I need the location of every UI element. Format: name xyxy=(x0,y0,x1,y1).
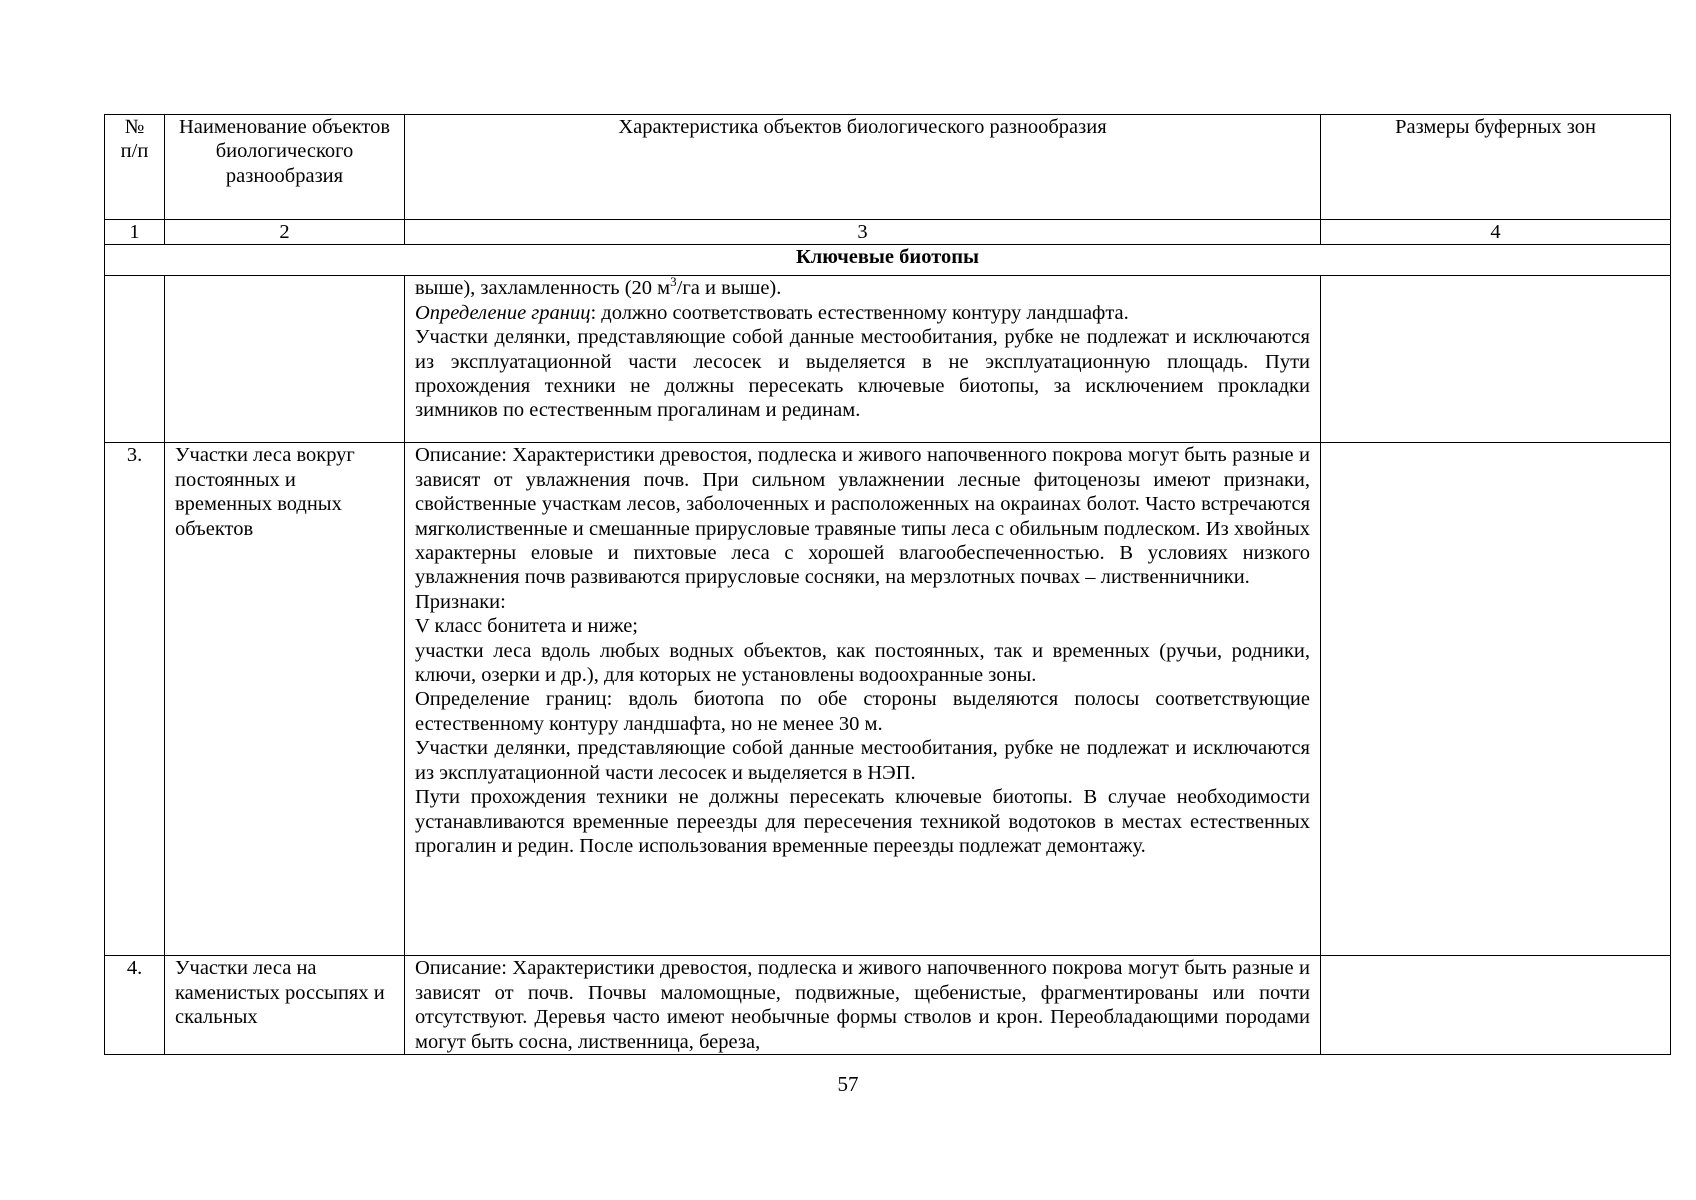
text-fragment: : должно соответствовать естественному контуру ландшафта. xyxy=(590,301,1129,324)
row-description-cell xyxy=(405,276,1321,443)
description-line xyxy=(415,276,1310,300)
row-object-name: Участки леса на каменистых россыпях и скальных xyxy=(165,956,405,1055)
row-buffer-cell xyxy=(1321,276,1671,443)
row-buffer-cell xyxy=(1321,956,1671,1055)
italic-label: Определение границ xyxy=(415,301,591,324)
column-number-row xyxy=(105,220,1671,245)
table-row xyxy=(105,276,1671,443)
row-number: 3. xyxy=(105,443,165,956)
description-paragraph: Участки делянки, представляющие собой данные местообитания, рубке не подлежат и исключаются из эксплуатационной части лесосек и выделяется в не эксплуатационную площадь. Пути прохождения техники не должны пересекать ключевые биотопы, за исключением прокладки зимников по естественным прогалинам и рединам. xyxy=(415,326,1310,422)
document-table xyxy=(104,114,1671,1055)
description-paragraph: Описание: Характеристики древостоя, подлеска и живого напочвенного покрова могут быть разные и зависят от почв. Почвы маломощные, подвижные, щебенистые, фрагментированы или почти отсутствуют. Деревья часто имеют необычные формы стволов и крон. Переобладающими породами могут быть сосна, лиственница, береза, xyxy=(415,957,1310,1053)
section-row xyxy=(105,245,1671,276)
description-paragraph: Участки делянки, представляющие собой данные местообитания, рубке не подлежат и исключаются из эксплуатационной части лесосек и выделяется в НЭП. xyxy=(415,737,1310,784)
row-name-cell xyxy=(165,276,405,443)
header-buffer-zones: Размеры буферных зон xyxy=(1321,115,1671,220)
table-header-row xyxy=(105,115,1671,220)
header-characteristics: Характеристика объектов биологического разнообразия xyxy=(405,115,1321,220)
section-title: Ключевые биотопы xyxy=(105,245,1671,276)
row-description-cell xyxy=(405,443,1321,956)
table-row xyxy=(105,956,1671,1055)
column-number: 1 xyxy=(105,220,165,245)
row-number-cell xyxy=(105,276,165,443)
header-number: № п/п xyxy=(105,115,165,220)
description-paragraph: Пути прохождения техники не должны пересекать ключевые биотопы. В случае необходимости устанавливаются временные переезды для пересечения техникой водотоков в местах естественных прогалин и редин. После использования временные переезды подлежат демонтажу. xyxy=(415,786,1310,857)
sign-item: участки леса вдоль любых водных объектов, как постоянных, так и временных (ручьи, родники, ключи, озерки и др.), для которых не установлены водоохранные зоны. xyxy=(415,639,1310,687)
border-definition: Определение границ: вдоль биотопа по обе стороны выделяются полосы соответствующие естественному контуру ландшафта, но не менее 30 м. xyxy=(415,688,1310,735)
border-definition xyxy=(415,301,1310,325)
row-number: 4. xyxy=(105,956,165,1055)
column-number: 3 xyxy=(405,220,1321,245)
header-object-name: Наименование объектов биологического разнообразия xyxy=(165,115,405,220)
sign-item: V класс бонитета и ниже; xyxy=(415,615,639,638)
page-number: 57 xyxy=(837,1072,859,1096)
text-fragment: выше), захламленность (20 м xyxy=(415,277,671,300)
text-fragment: /га и выше). xyxy=(676,277,782,300)
table-row xyxy=(105,443,1671,956)
signs-label: Признаки: xyxy=(415,590,506,613)
row-object-name: Участки леса вокруг постоянных и временных водных объектов xyxy=(165,443,405,956)
column-number: 4 xyxy=(1321,220,1671,245)
row-buffer-cell xyxy=(1321,443,1671,956)
column-number: 2 xyxy=(165,220,405,245)
description-paragraph: Описание: Характеристики древостоя, подлеска и живого напочвенного покрова могут быть разные и зависят от увлажнения почв. При сильном увлажнении лесные фитоценозы имеют признаки, свойственные участкам лесов, заболоченных и расположенных на окраинах болот. Часто встречаются мягколиственные и смешанные прирусловые травяные типы леса с обильным подлеском. Из хвойных характерны еловые и пихтовые леса с хорошей влагообеспеченностью. В условиях низкого увлажнения почв развиваются прирусловые сосняки, на мерзлотных почвах – лиственничники. xyxy=(415,444,1310,589)
superscript: 3 xyxy=(670,274,677,290)
row-description-cell xyxy=(405,956,1321,1055)
